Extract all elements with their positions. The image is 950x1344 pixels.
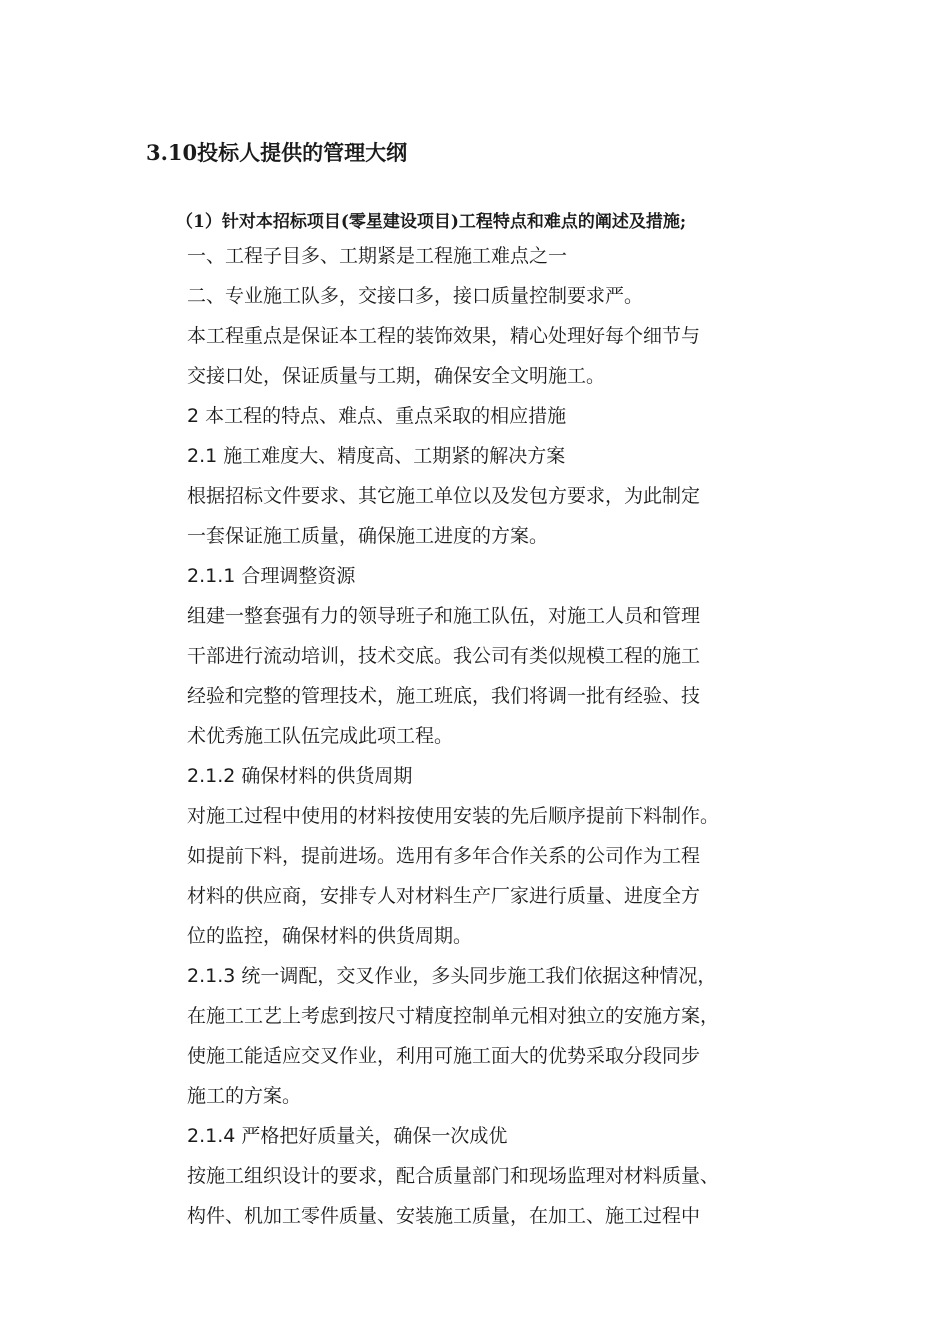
body-text bbox=[187, 236, 827, 1236]
text-line: 使施工能适应交叉作业，利用可施工面大的优势采取分段同步 bbox=[187, 1045, 701, 1067]
text-line: 施工的方案。 bbox=[187, 1085, 302, 1107]
text-line: 如提前下料，提前进场。选用有多年合作关系的公司作为工程 bbox=[187, 845, 701, 867]
text-line: 经验和完整的管理技术，施工班底，我们将调一批有经验、技 bbox=[187, 685, 701, 707]
text-line: 根据招标文件要求、其它施工单位以及发包方要求，为此制定 bbox=[187, 485, 701, 507]
text-line: 材料的供应商，安排专人对材料生产厂家进行质量、进度全方 bbox=[187, 885, 701, 907]
text-line: 一、工程子目多、工期紧是工程施工难点之一 bbox=[187, 245, 568, 267]
text-line: 按施工组织设计的要求，配合质量部门和现场监理对材料质量、 bbox=[187, 1165, 720, 1187]
text-line: 位的监控，确保材料的供货周期。 bbox=[187, 925, 473, 947]
text-line: 对施工过程中使用的材料按使用安装的先后顺序提前下料制作。 bbox=[187, 805, 720, 827]
heading-line: 2.1.4 严格把好质量关，确保一次成优 bbox=[187, 1125, 508, 1147]
heading-line: 2.1.1 合理调整资源 bbox=[187, 565, 356, 587]
heading-line: 2.1.2 确保材料的供货周期 bbox=[187, 765, 413, 787]
text-line: 一套保证施工质量，确保施工进度的方案。 bbox=[187, 525, 549, 547]
subtitle: （1）针对本招标项目(零星建设项目)工程特点和难点的阐述及措施; bbox=[176, 212, 687, 232]
text-line: 交接口处，保证质量与工期，确保安全文明施工。 bbox=[187, 365, 606, 387]
heading-line: 2.1 施工难度大、精度高、工期紧的解决方案 bbox=[187, 445, 566, 467]
text-line: 干部进行流动培训，技术交底。我公司有类似规模工程的施工 bbox=[187, 645, 701, 667]
section-title: 3.10投标人提供的管理大纲 bbox=[146, 140, 408, 165]
text-line: 术优秀施工队伍完成此项工程。 bbox=[187, 725, 454, 747]
text-line: 本工程重点是保证本工程的装饰效果，精心处理好每个细节与 bbox=[187, 325, 701, 347]
heading-line: 2 本工程的特点、难点、重点采取的相应措施 bbox=[187, 405, 567, 427]
text-line: 构件、机加工零件质量、安装施工质量，在加工、施工过程中 bbox=[187, 1205, 701, 1227]
heading-line: 2.1.3 统一调配，交叉作业，多头同步施工我们依据这种情况， bbox=[187, 965, 717, 987]
text-line: 二、专业施工队多，交接口多，接口质量控制要求严。 bbox=[187, 285, 644, 307]
text-line: 在施工工艺上考虑到按尺寸精度控制单元相对独立的安施方案， bbox=[187, 1005, 720, 1027]
text-line: 组建一整套强有力的领导班子和施工队伍，对施工人员和管理 bbox=[187, 605, 701, 627]
